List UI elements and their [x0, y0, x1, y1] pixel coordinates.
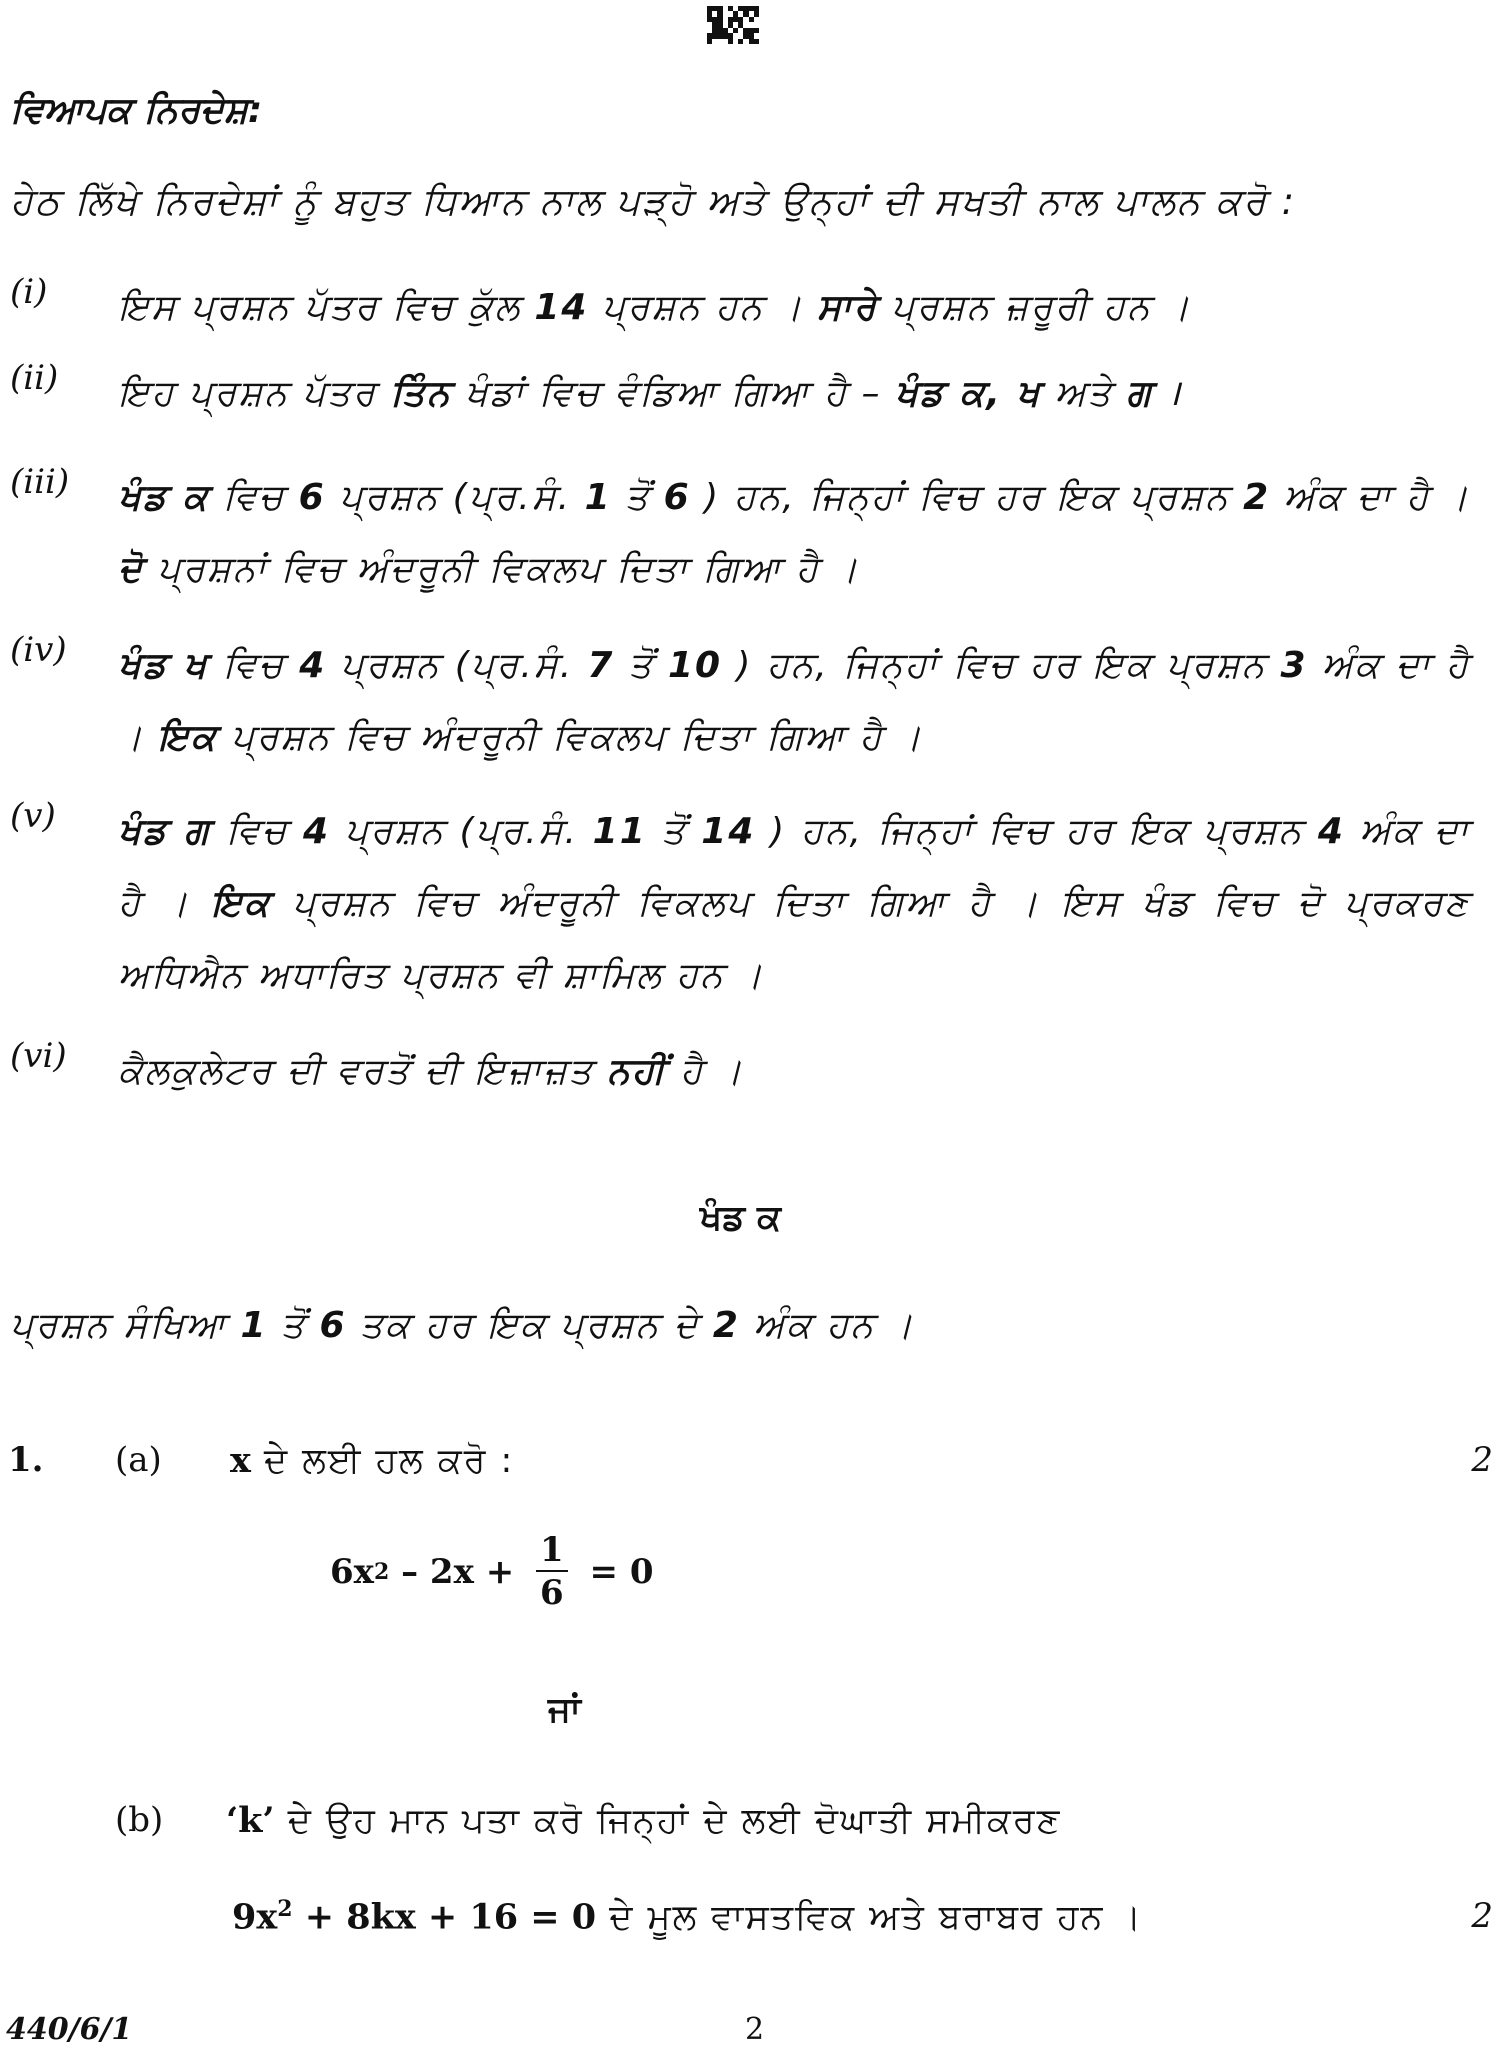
instruction-segment: ਤੋਂ — [611, 477, 664, 518]
instruction-segment: ਇਕ — [211, 883, 271, 924]
instruction-segment: 14 — [534, 287, 589, 328]
instruction-text — [118, 462, 1470, 606]
qr-code-icon — [707, 6, 759, 44]
paper-code: 440/6/1 — [6, 2012, 133, 2047]
instruction-segment: 4 — [302, 811, 331, 852]
page-number: 2 — [745, 2012, 765, 2047]
instruction-segment: ਖੰਡ ਕ, ਖ — [895, 373, 1042, 414]
instruction-segment: 7 — [587, 645, 615, 686]
instruction-text — [118, 272, 1470, 344]
instruction-segment: 3 — [1280, 645, 1308, 686]
instruction-segment: ਖੰਡ ਗ — [118, 811, 212, 852]
section-title: ਖੰਡ ਕ — [700, 1198, 781, 1238]
section-note: ਪ੍ਰਸ਼ਨ ਸੰਖਿਆ 1 ਤੋਂ 6 ਤਕ ਹਰ ਇਕ ਪ੍ਰਸ਼ਨ ਦੇ 2 ਅੰਕ ਹਨ । — [10, 1305, 915, 1346]
instruction-item — [10, 272, 1470, 344]
instruction-segment: ਵਿਚ — [209, 477, 299, 518]
instruction-segment: ਪ੍ਰਸ਼ਨ (ਪ੍ਰ.ਸੰ. — [325, 477, 585, 518]
part-a-marks: 2 — [1471, 1440, 1493, 1480]
part-b-marks: 2 — [1471, 1896, 1493, 1936]
instruction-number: (iii) — [10, 462, 70, 502]
instruction-segment: ) ਹਨ, ਜਿਨ੍ਹਾਂ ਵਿਚ ਹਰ ਇਕ ਪ੍ਰਸ਼ਨ — [722, 645, 1281, 686]
instruction-number: (iv) — [10, 630, 67, 670]
instruction-text — [118, 1036, 1470, 1108]
instruction-segment: ਨਹੀਂ — [607, 1051, 667, 1092]
instruction-segment: । — [1153, 373, 1183, 414]
instruction-segment: 4 — [1317, 811, 1345, 852]
instruction-segment: ) ਹਨ, ਜਿਨ੍ਹਾਂ ਵਿਚ ਹਰ ਇਕ ਪ੍ਰਸ਼ਨ — [690, 477, 1244, 518]
instruction-segment: ਪ੍ਰਸ਼ਨ ਵਿਚ ਅੰਦਰੂਨੀ ਵਿਕਲਪ ਦਿਤਾ ਗਿਆ ਹੈ । — [217, 717, 924, 758]
instruction-segment: 2 — [1243, 477, 1271, 518]
instruction-segment: 14 — [701, 811, 756, 852]
instruction-segment: ਵਿਚ — [208, 645, 300, 686]
part-a-text: x ਦੇ ਲਈ ਹਲ ਕਰੋ : — [230, 1440, 515, 1481]
instruction-segment: ਵਿਚ — [211, 811, 303, 852]
instruction-segment: ਪ੍ਰਸ਼ਨਾਂ ਵਿਚ ਅੰਦਰੂਨੀ ਵਿਕਲਪ ਦਿਤਾ ਗਿਆ ਹੈ । — [143, 549, 860, 590]
instruction-segment: 11 — [592, 811, 647, 852]
instruction-segment: ਅਤੇ — [1041, 373, 1127, 414]
instruction-number: (vi) — [10, 1036, 67, 1076]
equation-a: 6x 2 – 2x + $\frac{1}{6}$ = 0 — [330, 1530, 654, 1613]
instruction-segment: ) ਹਨ, ਜਿਨ੍ਹਾਂ ਵਿਚ ਹਰ ਇਕ ਪ੍ਰਸ਼ਨ — [755, 811, 1318, 852]
instruction-text — [118, 630, 1470, 774]
fraction: $\frac{1}{6}$ — [536, 1530, 568, 1614]
instruction-segment: ਅੰਕ ਦਾ ਹੈ । — [118, 811, 1470, 924]
instruction-segment: ਪ੍ਰਸ਼ਨ (ਪ੍ਰ.ਸੰ. — [326, 645, 588, 686]
instruction-segment: 1 — [584, 477, 612, 518]
instruction-segment: ਪ੍ਰਸ਼ਨ ਵਿਚ ਅੰਦਰੂਨੀ ਵਿਕਲਪ ਦਿਤਾ ਗਿਆ ਹੈ । ਇਸ ਖੰਡ ਵਿਚ ਦੋ ਪ੍ਰਕਰਣ ਅਧਿਐਨ ਅਧਾਰਿਤ ਪ੍ਰਸ਼ਨ ਵੀ ਸ਼ਾਮਿਲ ਹਨ । — [118, 883, 1470, 996]
instruction-segment: 6 — [298, 477, 326, 518]
instructions-intro: ਹੇਠ ਲਿੱਖੇ ਨਿਰਦੇਸ਼ਾਂ ਨੂੰ ਬਹੁਤ ਧਿਆਨ ਨਾਲ ਪੜ੍ਹੋ ਅਤੇ ਉਨ੍ਹਾਂ ਦੀ ਸਖਤੀ ਨਾਲ ਪਾਲਨ ਕਰੋ : — [10, 180, 1297, 223]
part-b-label: (b) — [115, 1800, 164, 1840]
instruction-segment: ਪ੍ਰਸ਼ਨ ਹਨ । — [588, 287, 818, 328]
instruction-segment: ਪ੍ਰਸ਼ਨ ਜ਼ਰੂਰੀ ਹਨ । — [877, 287, 1192, 328]
part-a-label: (a) — [115, 1440, 162, 1480]
instruction-item — [10, 630, 1470, 774]
question-number: 1. — [8, 1440, 44, 1480]
instruction-number: (v) — [10, 796, 56, 836]
instruction-segment: ਕੈਲਕੁਲੇਟਰ ਦੀ ਵਰਤੋਂ ਦੀ ਇਜ਼ਾਜ਼ਤ — [118, 1051, 608, 1092]
general-instructions-heading: ਵਿਆਪਕ ਨਿਰਦੇਸ਼: — [10, 90, 263, 131]
instruction-number: (i) — [10, 272, 48, 312]
instruction-segment: ਤੋਂ — [646, 811, 702, 852]
instruction-segment: ਪ੍ਰਸ਼ਨ (ਪ੍ਰ.ਸੰ. — [330, 811, 593, 852]
instruction-segment: ਅੰਕ ਦਾ ਹੈ । — [1270, 477, 1471, 518]
instruction-segment: ਇਕ — [157, 717, 218, 758]
instruction-segment: ਹੈ । — [666, 1051, 744, 1092]
instruction-number: (ii) — [10, 358, 59, 398]
instruction-segment: ਇਹ ਪ੍ਰਸ਼ਨ ਪੱਤਰ — [118, 373, 391, 414]
instruction-item — [10, 1036, 1470, 1108]
part-b-text: ‘k’ ਦੇ ਉਹ ਮਾਨ ਪਤਾ ਕਰੋ ਜਿਨ੍ਹਾਂ ਦੇ ਲਈ ਦੋਘਾਤੀ ਸਮੀਕਰਣ — [226, 1800, 1062, 1841]
instruction-segment: ਤੋਂ — [614, 645, 668, 686]
instruction-segment: ਤਿੰਨ — [390, 373, 452, 414]
instruction-segment: ਦੋ — [118, 549, 144, 590]
instruction-text — [118, 358, 1470, 430]
instruction-segment: ਸਾਰੇ — [817, 287, 878, 328]
instruction-item — [10, 462, 1470, 606]
instruction-segment: 4 — [299, 645, 327, 686]
instruction-segment: 6 — [663, 477, 691, 518]
instruction-item — [10, 358, 1470, 430]
instruction-segment: ਗ — [1126, 373, 1154, 414]
instruction-segment: ਅੰਕ ਦਾ ਹੈ । — [118, 645, 1471, 758]
instruction-text — [118, 796, 1470, 1012]
instruction-item — [10, 796, 1470, 1012]
instruction-segment: ਖੰਡ ਕ — [118, 477, 210, 518]
or-separator: ਜਾਂ — [548, 1690, 581, 1730]
instruction-segment: 10 — [667, 645, 723, 686]
instruction-segment: ਇਸ ਪ੍ਰਸ਼ਨ ਪੱਤਰ ਵਿਚ ਕੁੱਲ — [118, 287, 535, 328]
instruction-segment: ਖੰਡਾਂ ਵਿਚ ਵੰਡਿਆ ਗਿਆ ਹੈ – — [451, 373, 895, 414]
instruction-segment: ਖੰਡ ਖ — [118, 645, 209, 686]
part-b-equation: $9x^2 + 8kx + 16 = 0$ ਦੇ ਮੂਲ ਵਾਸਤਵਿਕ ਅਤੇ ਬਰਾਬਰ ਹਨ । — [232, 1896, 1144, 1938]
